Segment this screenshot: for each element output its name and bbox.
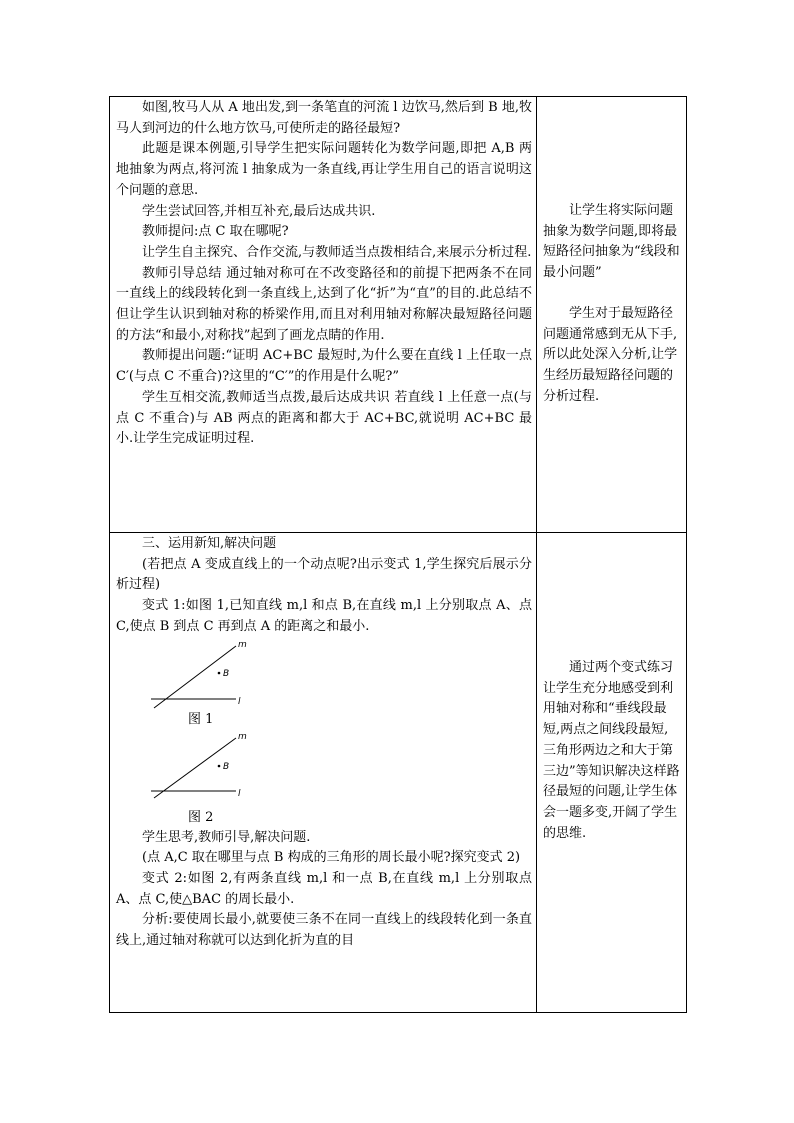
line-m-label: m — [238, 731, 247, 742]
paragraph: 通过两个变式练习让学生充分地感受到利用轴对称和“垂线段最短,两点之间线段最短,三角形两边之和大于第三边”等知识解决这样路径最短的问题,让学生体会一题多变,开阔了学生的思维. — [543, 660, 680, 841]
figure-1-diagram — [146, 638, 256, 712]
paragraph: 三、运用新知,解决问题 — [142, 536, 277, 551]
activity-cell — [110, 533, 537, 1013]
figure-1 — [116, 638, 532, 730]
paragraph: (点 A,C 取在哪里与点 B 构成的三角形的周长最小呢?探究变式 2) — [142, 850, 521, 866]
paragraph: 如图,牧马人从 A 地出发,到一条笔直的河流 l 边饮马,然后到 B 地,牧马人到河边的什么地方饮马,可使所走的路径最短? — [116, 100, 532, 136]
table-row — [110, 97, 687, 533]
paragraph: 教师引导总结 通过轴对称可在不改变路径和的前提下把两条不在同一直线上的线段转化到一条直线上,达到了化“折”为“直”的目的.此总结不但让学生认识到轴对称的桥梁作用,而且对利用轴对称解决最短路径问题的方法“和最小,对称找”起到了画龙点睛的作用. — [116, 265, 532, 343]
figure-2 — [116, 730, 532, 828]
paragraph: 变式 1:如图 1,已知直线 m,l 和点 B,在直线 m,l 上分别取点 A、点 C,使点 B 到点 C 再到点 A 的距离之和最小. — [116, 598, 532, 634]
line-m-label: m — [238, 639, 247, 650]
paragraph: 让学生自主探究、合作交流,与教师适当点拨相结合,来展示分析过程. — [142, 244, 532, 260]
line-l-label: l — [238, 788, 241, 799]
figure-1-caption: 图 1 — [188, 711, 214, 727]
activity-cell — [110, 97, 537, 533]
figure-2-diagram — [146, 730, 256, 804]
paragraph: 学生思考,教师引导,解决问题. — [142, 829, 311, 845]
line-l-label: l — [238, 696, 241, 707]
paragraph: 教师提出问题:“证明 AC+BC 最短时,为什么要在直线 l 上任取一点 C′(与点 C 不重合)?这里的“C′”的作用是什么呢?” — [116, 348, 532, 385]
paragraph: 教师提问:点 C 取在哪呢? — [142, 224, 289, 240]
design-intent-cell — [537, 97, 687, 533]
paragraph: 分析:要使周长最小,就要使三条不在同一直线上的线段转化到一条直线上,通过轴对称就可以达到化折为直的目 — [116, 912, 532, 949]
paragraph: 变式 2:如图 2,有两条直线 m,l 和一点 B,在直线 m,l 上分别取点 A、点 C,使△BAC 的周长最小. — [116, 870, 532, 907]
paragraph: 学生尝试回答,并相互补充,最后达成共识. — [142, 203, 376, 219]
lesson-plan-table — [109, 96, 687, 1013]
paragraph: 学生对于最短路径问题通常感到无从下手,所以此处深入分析,让学生经历最短路径问题的分析过程. — [543, 305, 678, 404]
point-b-label: B — [223, 761, 230, 772]
paragraph: (若把点 A 变成直线上的一个动点呢?出示变式 1,学生探究后展示分析过程) — [116, 556, 532, 593]
paragraph: 学生互相交流,教师适当点拨,最后达成共识 若直线 l 上任意一点(与点 C 不重合)与 AB 两点的距离和都大于 AC+BC,就说明 AC+BC 最小.让学生完成证明过程. — [116, 389, 532, 447]
table-row — [110, 533, 687, 1013]
figure-2-caption: 图 2 — [188, 809, 214, 825]
paragraph: 让学生将实际问题抽象为数学问题,即将最短路径问抽象为“线段和最小问题” — [543, 203, 680, 281]
paragraph: 此题是课本例题,引导学生把实际问题转化为数学问题,即把 A,B 两地抽象为两点,将河流 l 抽象成为一条直线,再让学生用自己的语言说明这个问题的意思. — [116, 141, 532, 198]
point-b-label: B — [223, 668, 230, 679]
design-intent-cell — [537, 533, 687, 1013]
